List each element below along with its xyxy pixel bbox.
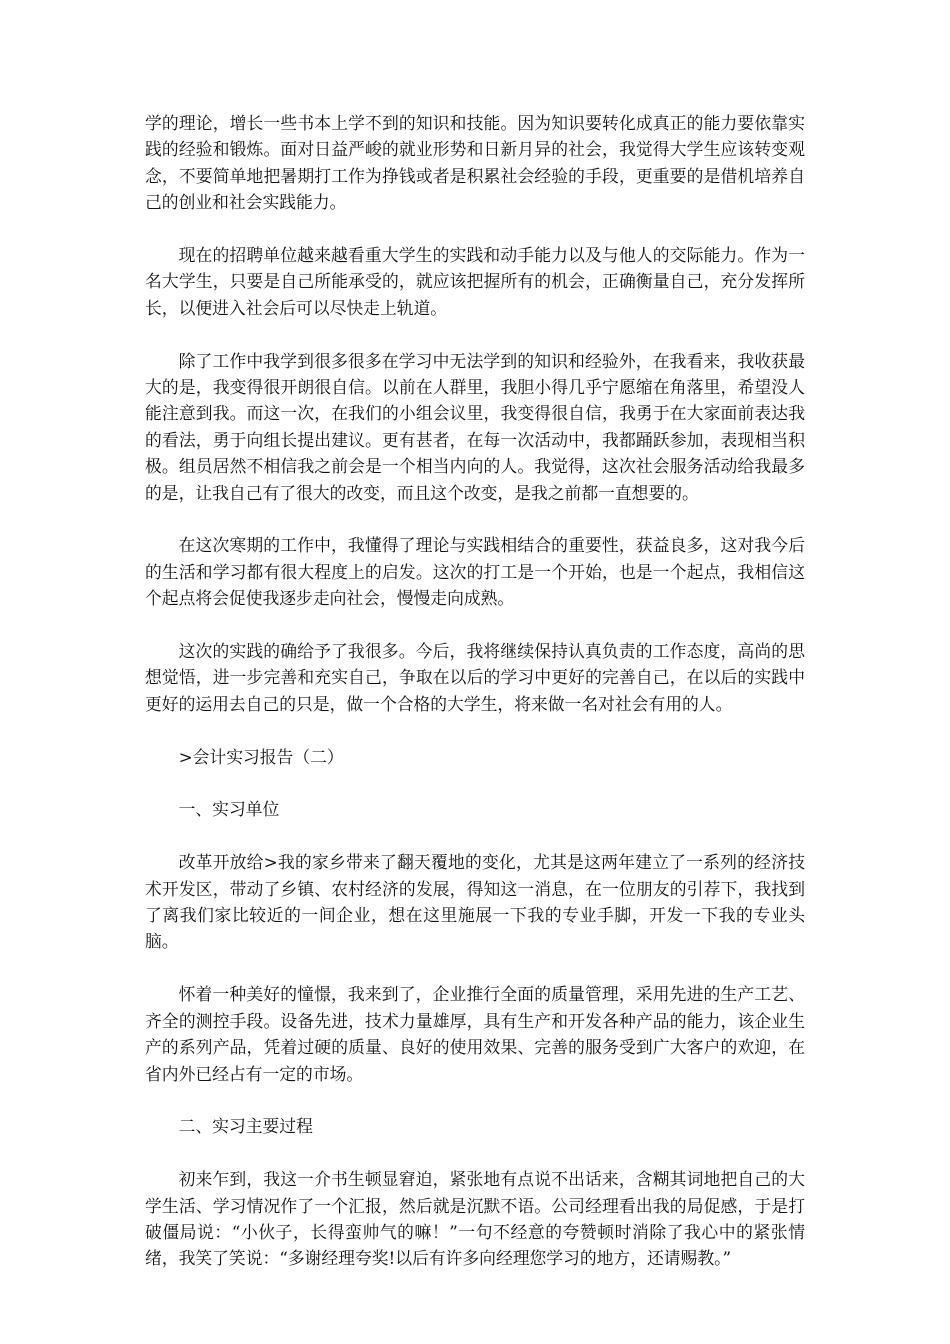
paragraph-winter-work: 在这次寒期的工作中，我懂得了理论与实践相结合的重要性，获益良多，这对我今后的生活和学习都有很大程度上的启发。这次的打工是一个开始，也是一个起点，我相信这个起点将会促使我逐步走向社会，慢慢走向成熟。 — [145, 535, 805, 609]
heading-main-process: 二、实习主要过程 — [178, 1116, 313, 1137]
paragraph-confidence: 除了工作中我学到很多很多在学习中无法学到的知识和经验外，在我看来，我收获最大的是，我变得很开朗很自信。以前在人群里，我胆小得几乎宁愿缩在角落里，希望没人能注意到我。而这一次，在我们的小组会议里，我变得很自信，我勇于在大家面前表达我的看法，勇于向组长提出建议。更有甚者，在每一次活动中，我都踊跃参加，表现相当积极。组员居然不相信我之前会是一个相当内向的人。我觉得，这次社会服务活动给我最多的是，让我自己有了很大的改变，而且这个改变，是我之前都一直想要的。 — [145, 350, 805, 503]
heading-internship-unit: 一、实习单位 — [178, 799, 280, 820]
section-title: >会计实习报告（二） — [178, 746, 344, 767]
paragraph-continuation: 学的理论，增长一些书本上学不到的知识和技能。因为知识要转化成真正的能力要依靠实践的经验和锻炼。面对日益严峻的就业形势和日新月异的社会，我觉得大学生应该转变观念，不要简单地把暑期打工作为挣钱或者是积累社会经验的手段，更重要的是借机培养自己的创业和社会实践能力。 — [145, 113, 805, 213]
paragraph-company: 怀着一种美好的憧憬，我来到了，企业推行全面的质量管理，采用先进的生产工艺、齐全的测控手段。设备先进，技术力量雄厚，具有生产和开发各种产品的能力，该企业生产的系列产品，凭着过硬的质量、良好的使用效果、完善的服务受到广大客户的欢迎，在省内外已经占有一定的市场。 — [145, 984, 805, 1084]
paragraph-recruitment: 现在的招聘单位越来越看重大学生的实践和动手能力以及与他人的交际能力。作为一名大学生，只要是自己所能承受的，就应该把握所有的机会，正确衡量自己，充分发挥所长，以便进入社会后可以尽快走上轨道。 — [145, 245, 805, 318]
paragraph-reform: 改革开放给>我的家乡带来了翻天覆地的变化，尤其是这两年建立了一系列的经济技术开发区，带动了乡镇、农村经济的发展，得知这一消息，在一位朋友的引荐下，我找到了离我们家比较近的一间企业，想在这里施展一下我的专业手脚，开发一下我的专业头脑。 — [145, 852, 805, 952]
paragraph-conclusion: 这次的实践的确给予了我很多。今后，我将继续保持认真负责的工作态度，高尚的思想觉悟，进一步完善和充实自己，争取在以后的学习中更好的完善自己，在以后的实践中更好的运用去自己的只是，做一个合格的大学生，将来做一名对社会有用的人。 — [145, 641, 805, 714]
document-page — [145, 110, 805, 1298]
paragraph-arrival: 初来乍到，我这一介书生顿显窘迫，紧张地有点说不出话来，含糊其词地把自己的大学生活、学习情况作了一个汇报，然后就是沉默不语。公司经理看出我的局促感，于是打破僵局说：“小伙子，长得蛮帅气的嘛！”一句不经意的夸赞顿时消除了我心中的紧张情绪，我笑了笑说：“多谢经理夸奖!以后有许多向经理您学习的地方，还请赐教。” — [145, 1169, 805, 1269]
